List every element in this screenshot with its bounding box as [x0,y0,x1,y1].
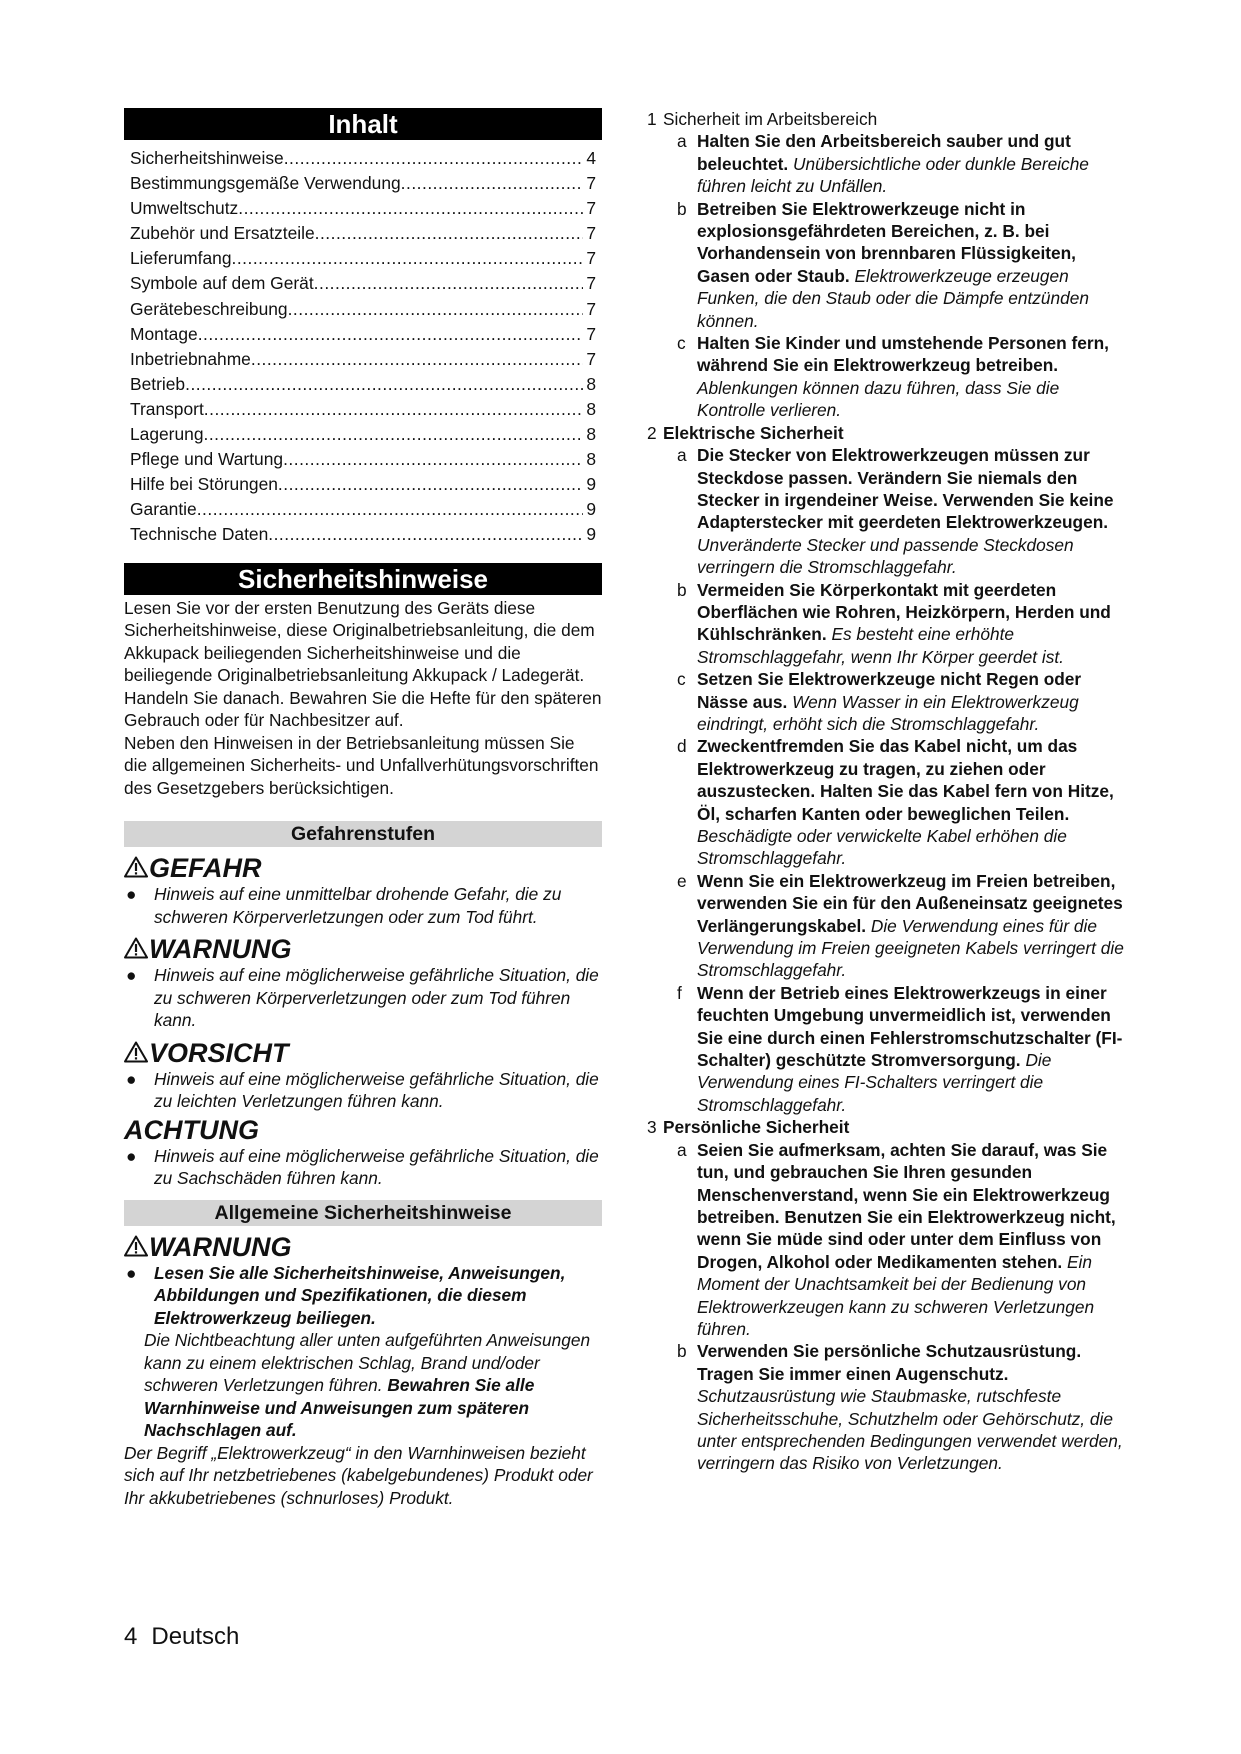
right-column [647,108,1129,1475]
list-item: a Halten Sie den Arbeitsbereich sauber und gut beleuchtet. Unübersichtliche oder dunkle Bereiche führen leicht zu Unfällen. [677,131,1089,197]
toc-entry[interactable]: Pflege und Wartung ..... 8 [124,447,602,472]
warning-triangle-icon [124,1041,148,1063]
list-item: f Wenn der Betrieb eines Elektrowerkzeugs in einer feuchten Umgebung unvermeidlich ist, verwenden Sie eine durch einen Fehlerstromschutzschalter (FI-Schalter) geschützte Stromversorgung. Die Verwendung eines FI-Schalters verringert die Stromschlaggefahr. [677,982,1123,1115]
list-item: a Seien Sie aufmerksam, achten Sie darauf, was Sie tun, und gebrauchen Sie Ihren gesunden Menschenverstand, wenn Sie ein Elektrowerkzeug betreiben. Benutzen Sie ein Elektrowerkzeug nicht, wenn Sie müde sind oder unter dem Einfluss von Drogen, Alkohol oder Medikamenten stehen. Ein Moment der Unachtsamkeit bei der Bedienung von Elektrowerkzeugen kann zu schweren Verletzungen führen. [677,1139,1116,1339]
toc-entry[interactable]: Technische Daten ..... 9 [124,522,602,547]
toc-entry[interactable]: Lagerung ..... 8 [124,422,602,447]
footer-language: Deutsch [151,1623,240,1650]
toc-entry[interactable]: Zubehör und Ersatzteile ..... 7 [124,221,602,246]
toc-entry[interactable]: Garantie ..... 9 [124,497,602,522]
signal-word-danger: GEFAHR [124,853,602,883]
list-item: d Zweckentfremden Sie das Kabel nicht, um das Elektrowerkzeug zu tragen, zu ziehen oder auszustecken. Halten Sie das Kabel fern von Hitze, Öl, scharfen Kanten oder beweglichen Teilen. Beschädigte oder verwickelte Kabel erhöhen die Stromschlaggefahr. [677,736,1114,869]
power-tool-definition: Der Begriff „Elektrowerkzeug“ in den Warnhinweisen bezieht sich auf Ihr netzbetriebenes (kabelgebundenes) Produkt oder Ihr akkubetriebenes (schnurloses) Produkt. [124,1442,593,1508]
toc-entry[interactable]: Sicherheitshinweise ..... 4 [124,146,602,171]
list-item: b Vermeiden Sie Körperkontakt mit geerdeten Oberflächen wie Rohren, Heizkörpern, Herden und Kühlschränken. Es besteht eine erhöhte Stromschlaggefahr, wenn Ihr Körper geerdet ist. [677,579,1111,667]
toc-entry[interactable]: Montage ..... 7 [124,322,602,347]
toc-entry[interactable]: Transport ..... 8 [124,397,602,422]
list-item: e Wenn Sie ein Elektrowerkzeug im Freien betreiben, verwenden Sie ein für den Außeneinsatz geeignetes Verlängerungskabel. Die Verwendung eines für die Verwendung im Freien geeigneten Kabels verringert die Stromschlaggefahr. [677,870,1124,981]
warning-triangle-icon [124,856,148,878]
toc-entry[interactable]: Gerätebeschreibung ..... 7 [124,297,602,322]
safety-heading: Sicherheitshinweise [124,563,602,595]
toc-entry[interactable]: Lieferumfang ..... 7 [124,246,602,271]
section-work-area: 1 Sicherheit im Arbeitsbereich [647,109,878,129]
general-warning-text: ● Lesen Sie alle Sicherheitshinweise, Anweisungen, Abbildungen und Spezifikationen, die diesem Elektrowerkzeug beiliegen. Die Nichtbeachtung aller unten aufgeführten Anweisungen kann zu einem elektrischen Schlag, Brand und/oder schweren Verletzungen führen. Bewahren Sie alle Warnhinweise und Anweisungen zum späteren Nachschlagen auf. [126,1262,591,1440]
toc-entry[interactable]: Umweltschutz ..... 7 [124,196,602,221]
warning-triangle-icon [124,937,148,959]
signal-word-notice: ACHTUNG [124,1114,259,1145]
list-item: c Setzen Sie Elektrowerkzeuge nicht Regen oder Nässe aus. Wenn Wasser in ein Elektrowerkzeug eindringt, erhöht sich die Stromschlaggefahr. [677,669,1082,734]
toc-entry[interactable]: Symbole auf dem Gerät ..... 7 [124,271,602,296]
signal-word-warning-general: WARNUNG [124,1232,602,1262]
warning-triangle-icon [124,1235,148,1257]
signal-word-warning: WARNUNG [124,934,602,964]
warning-description: ● Hinweis auf eine möglicherweise gefährliche Situation, die zu schweren Körperverletzungen oder zum Tod führen kann. [126,965,599,1030]
danger-levels-heading: Gefahrenstufen [124,821,602,847]
section-personal-safety: 3 Persönliche Sicherheit [647,1117,850,1138]
section-electrical-safety: 2 Elektrische Sicherheit [647,422,844,443]
list-item: b Verwenden Sie persönliche Schutzausrüstung. Tragen Sie immer einen Augenschutz. Schutzausrüstung wie Staubmaske, rutschfeste Sicherheitsschuhe, Schutzhelm oder Gehörschutz, die unter entsprechenden Bedingungen verwendet werden, verringern das Risiko von Verletzungen. [677,1341,1123,1474]
list-item: c Halten Sie Kinder und umstehende Personen fern, während Sie ein Elektrowerkzeug betreiben. Ablenkungen können dazu führen, dass Sie die Kontrolle verlieren. [677,333,1109,421]
left-column [124,108,602,1509]
toc-entry[interactable]: Inbetriebnahme ..... 7 [124,347,602,372]
table-of-contents [124,146,602,548]
page-footer [124,1623,253,1651]
caution-description: ● Hinweis auf eine möglicherweise gefährliche Situation, die zu leichten Verletzungen führen kann. [126,1068,599,1111]
general-safety-heading: Allgemeine Sicherheitshinweise [124,1200,602,1226]
safety-intro-legal: Neben den Hinweisen in der Betriebsanleitung müssen Sie die allgemeinen Sicherheits- und Unfallverhütungsvorschriften des Gesetzgebers berücksichtigen. [124,732,599,798]
safety-intro: Lesen Sie vor der ersten Benutzung des Geräts diese Sicherheitshinweise, diese Originalbetriebsanleitung, die dem Akkupack beiliegenden Sicherheitshinweise und die beiliegende Originalbetriebsanleitung Akkupack / Ladegerät. Handeln Sie danach. Bewahren Sie die Hefte für den späteren Gebrauch oder für Nachbesitzer auf. [124,597,602,730]
list-item: a Die Stecker von Elektrowerkzeugen müssen zur Steckdose passen. Verändern Sie niemals den Stecker in irgendeiner Weise. Verwenden Sie keine Adapterstecker mit geerdeten Elektrowerkzeugen. Unveränderte Stecker und passende Steckdosen verringern die Stromschlaggefahr. [677,445,1114,578]
danger-description: ● Hinweis auf eine unmittelbar drohende Gefahr, die zu schweren Körperverletzungen oder zum Tod führt. [126,884,562,927]
signal-word-caution: VORSICHT [124,1038,602,1068]
toc-entry[interactable]: Bestimmungsgemäße Verwendung ..... 7 [124,171,602,196]
list-item: b Betreiben Sie Elektrowerkzeuge nicht in explosionsgefährdeten Bereichen, z. B. bei Vorhandensein von brennbaren Flüssigkeiten, Gasen oder Staub. Elektrowerkzeuge erzeugen Funken, die den Staub oder die Dämpfe entzünden können. [677,198,1089,331]
toc-entry[interactable]: Hilfe bei Störungen ..... 9 [124,472,602,497]
toc-entry[interactable]: Betrieb ..... 8 [124,372,602,397]
page-number: 4 [124,1623,138,1650]
toc-heading: Inhalt [124,108,602,140]
notice-description: ● Hinweis auf eine möglicherweise gefährliche Situation, die zu Sachschäden führen kann. [126,1145,599,1188]
